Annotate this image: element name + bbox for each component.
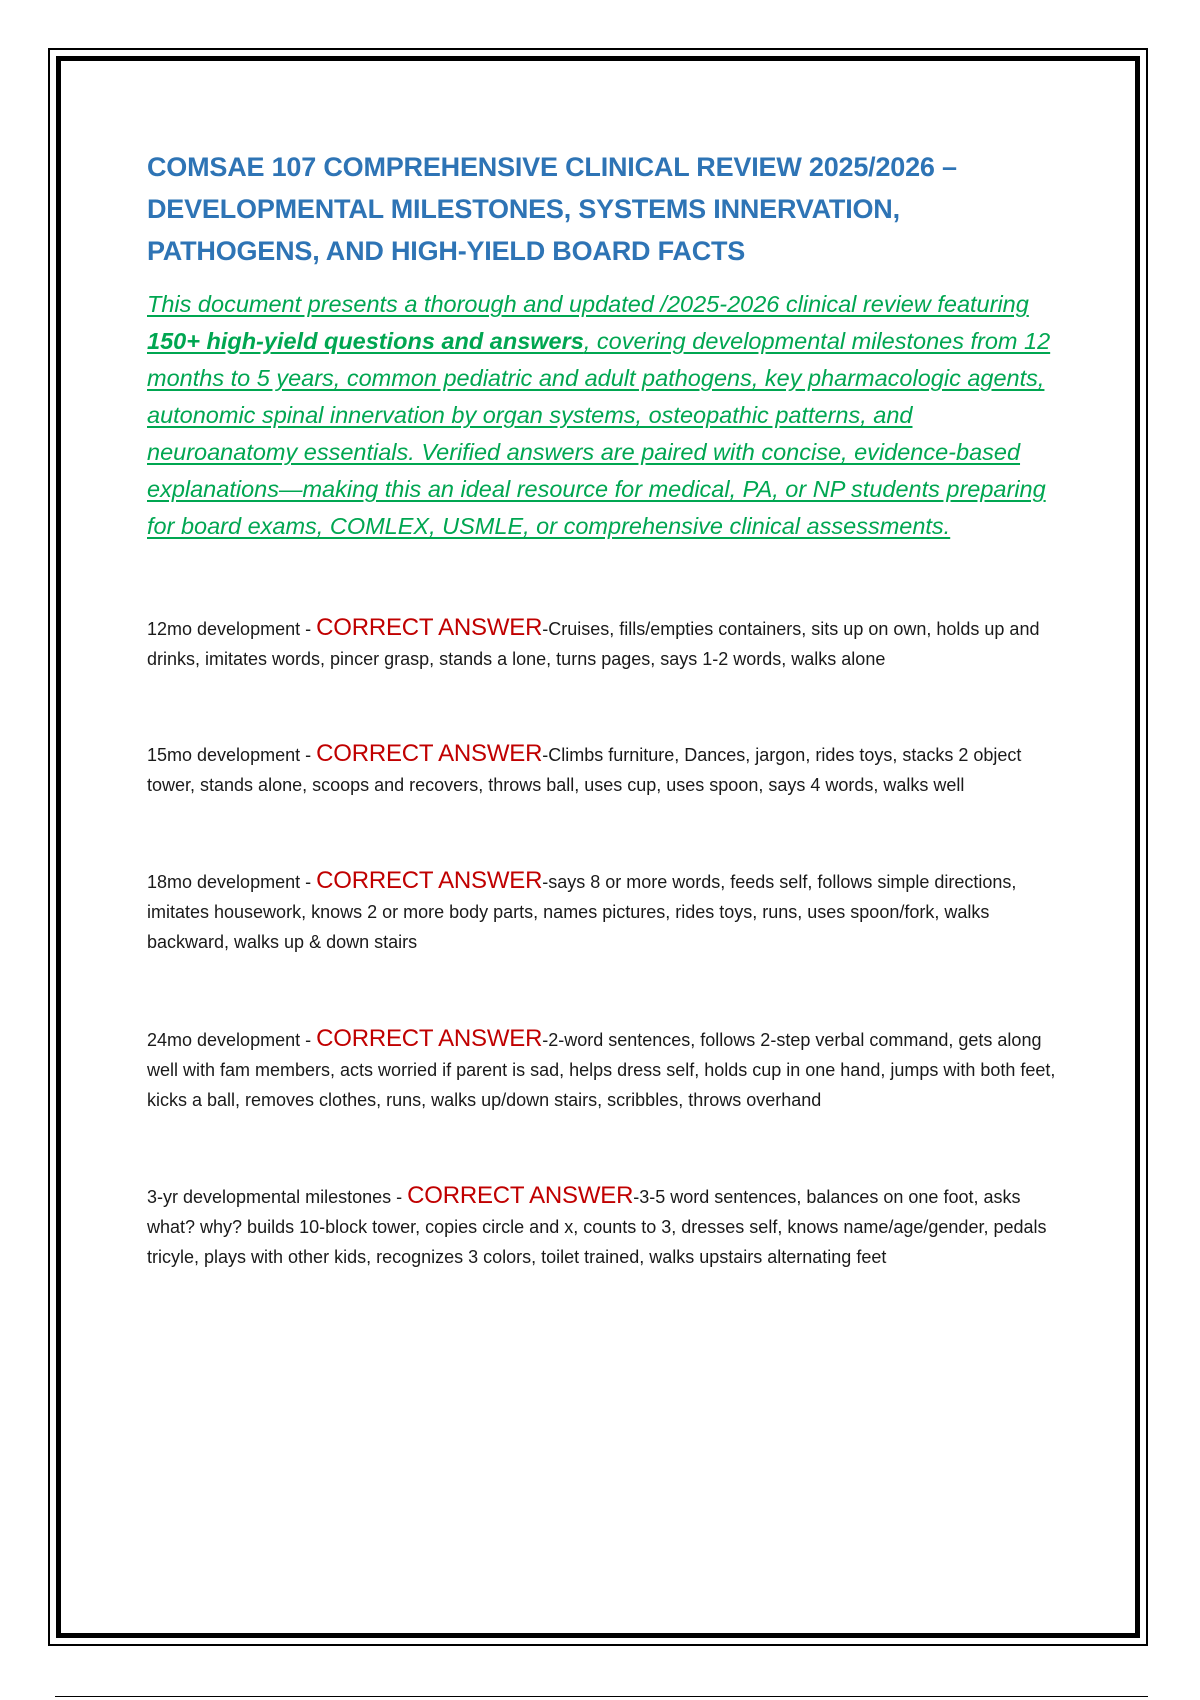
answer-text: -Climbs furniture, Dances, jargon, rides toys, stacks 2 object tower, stands alone, scoops and recovers, throws ball, uses cup, uses spoon, says 4 words, walks well xyxy=(147,745,1022,795)
question-text: 24mo development - xyxy=(147,1030,317,1050)
footer-divider xyxy=(55,1696,1148,1697)
qa-item-15mo xyxy=(147,739,1057,800)
correct-answer-label: CORRECT ANSWER xyxy=(316,867,543,894)
intro-text-end: , covering developmental milestones from 12 months to 5 years, common pediatric and adult pathogens, key pharmacologic agents, autonomic spinal innervation by organ systems, osteopathic patterns, and neuroanatomy essentials. Verified answers are paired with concise, evidence-based explanations—making this an ideal resource for medical, PA, or NP students preparing for board exams, COMLEX, USMLE, or comprehensive clinical assessments. xyxy=(147,328,1051,539)
correct-answer-label: CORRECT ANSWER xyxy=(316,614,543,641)
document-body xyxy=(147,146,1057,1272)
question-text: 12mo development - xyxy=(147,619,317,639)
qa-item-3yr xyxy=(147,1181,1057,1272)
answer-text: -2-word sentences, follows 2-step verbal command, gets along well with fam members, acts worried if parent is sad, helps dress self, holds cup in one hand, jumps with both feet, kicks a ball, removes clothes, runs, walks up/down stairs, scribbles, throws overhand xyxy=(147,1030,1056,1110)
qa-item-24mo xyxy=(147,1024,1057,1115)
document-title: COMSAE 107 COMPREHENSIVE CLINICAL REVIEW 2025/2026 – DEVELOPMENTAL MILESTONES, SYSTEMS INNERVATION, PATHOGENS, AND HIGH-YIELD BOARD FACTS xyxy=(147,152,957,266)
qa-item-12mo xyxy=(147,613,1057,674)
intro-highlight: 150+ high-yield questions and answers xyxy=(147,328,584,354)
question-text: 18mo development - xyxy=(147,872,317,892)
answer-text: -says 8 or more words, feeds self, follows simple directions, imitates housework, knows 2 or more body parts, names pictures, rides toys, runs, uses spoon/fork, walks backward, walks up & down stairs xyxy=(147,872,1017,952)
correct-answer-label: CORRECT ANSWER xyxy=(407,1182,634,1209)
qa-list xyxy=(147,613,1057,1272)
intro-text-start: This document presents a thorough and updated /2025-2026 clinical review featuring xyxy=(147,291,1029,317)
question-text: 3-yr developmental milestones - xyxy=(147,1187,408,1207)
qa-item-18mo xyxy=(147,866,1057,957)
answer-text: -Cruises, fills/empties containers, sits up on own, holds up and drinks, imitates words, pincer grasp, stands a lone, turns pages, says 1-2 words, walks alone xyxy=(147,619,1040,669)
document-intro xyxy=(147,286,1057,545)
question-text: 15mo development - xyxy=(147,745,317,765)
correct-answer-label: CORRECT ANSWER xyxy=(316,740,543,767)
correct-answer-label: CORRECT ANSWER xyxy=(316,1025,543,1052)
answer-text: -3-5 word sentences, balances on one foot, asks what? why? builds 10-block tower, copies circle and x, counts to 3, dresses self, knows name/age/gender, pedals tricyle, plays with other kids, recognizes 3 colors, toilet trained, walks upstairs alternating feet xyxy=(147,1187,1047,1267)
